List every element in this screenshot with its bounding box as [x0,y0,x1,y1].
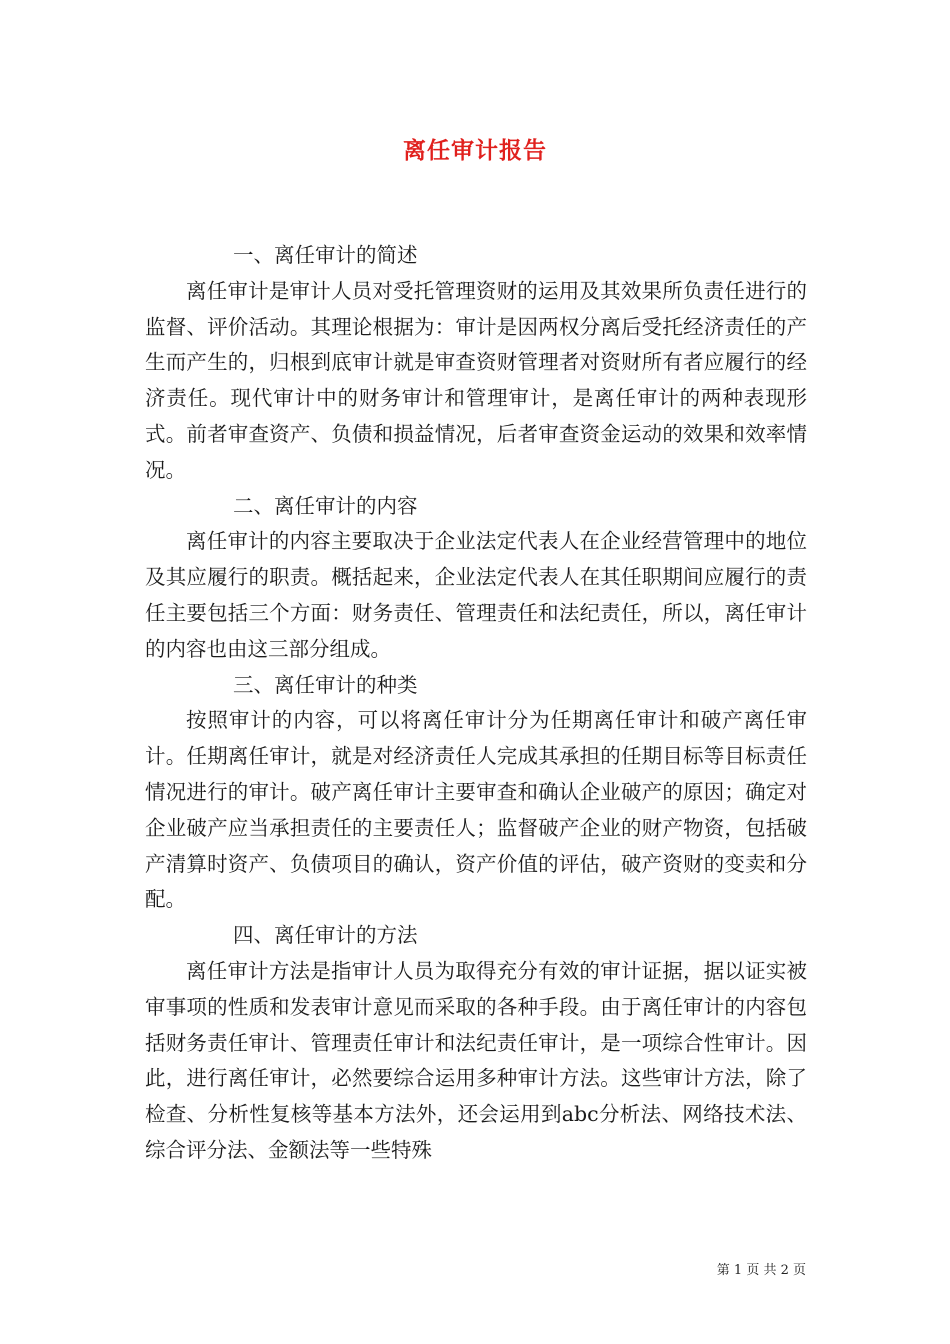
page-title: 离任审计报告 [403,137,547,164]
document-body [145,238,807,1169]
page-number-footer: 第 1 页 共 2 页 [716,1263,806,1278]
section-heading-3: 三、离任审计的种类 [233,672,418,697]
section-paragraph-4: 离任审计方法是指审计人员为取得充分有效的审计证据，据以证实被审事项的性质和发表审计意见而采取的各种手段。由于离任审计的内容包括财务责任审计、管理责任审计和法纪责任审计，是一项综合性审计。因此，进行离任审计，必然要综合运用多种审计方法。这些审计方法，除了检查、分析性复核等基本方法外，还会运用到abc分析法、网络技术法、综合评分法、金额法等一些特殊 [145,958,807,1162]
section-paragraph-3: 按照审计的内容，可以将离任审计分为任期离任审计和破产离任审计。任期离任审计，就是对经济责任人完成其承担的任期目标等目标责任情况进行的审计。破产离任审计主要审查和确认企业破产的原因；确定对企业破产应当承担责任的主要责任人；监督破产企业的财产物资，包括破产清算时资产、负债项目的确认，资产价值的评估，破产资财的变卖和分配。 [145,708,807,912]
section-heading-4: 四、离任审计的方法 [233,923,418,948]
section-heading-1: 一、离任审计的简述 [233,243,418,267]
section-heading-2: 二、离任审计的内容 [233,493,418,518]
section-paragraph-2: 离任审计的内容主要取决于企业法定代表人在企业经营管理中的地位及其应履行的职责。概括起来，企业法定代表人在其任职期间应履行的责任主要包括三个方面：财务责任、管理责任和法纪责任，所以，离任审计的内容也由这三部分组成。 [145,529,807,661]
section-paragraph-1: 离任审计是审计人员对受托管理资财的运用及其效果所负责任进行的监督、评价活动。其理论根据为：审计是因两权分离后受托经济责任的产生而产生的，归根到底审计就是审查资财管理者对资财所有者应履行的经济责任。现代审计中的财务审计和管理审计，是离任审计的两种表现形式。前者审查资产、负债和损益情况，后者审查资金运动的效果和效率情况。 [145,278,807,482]
